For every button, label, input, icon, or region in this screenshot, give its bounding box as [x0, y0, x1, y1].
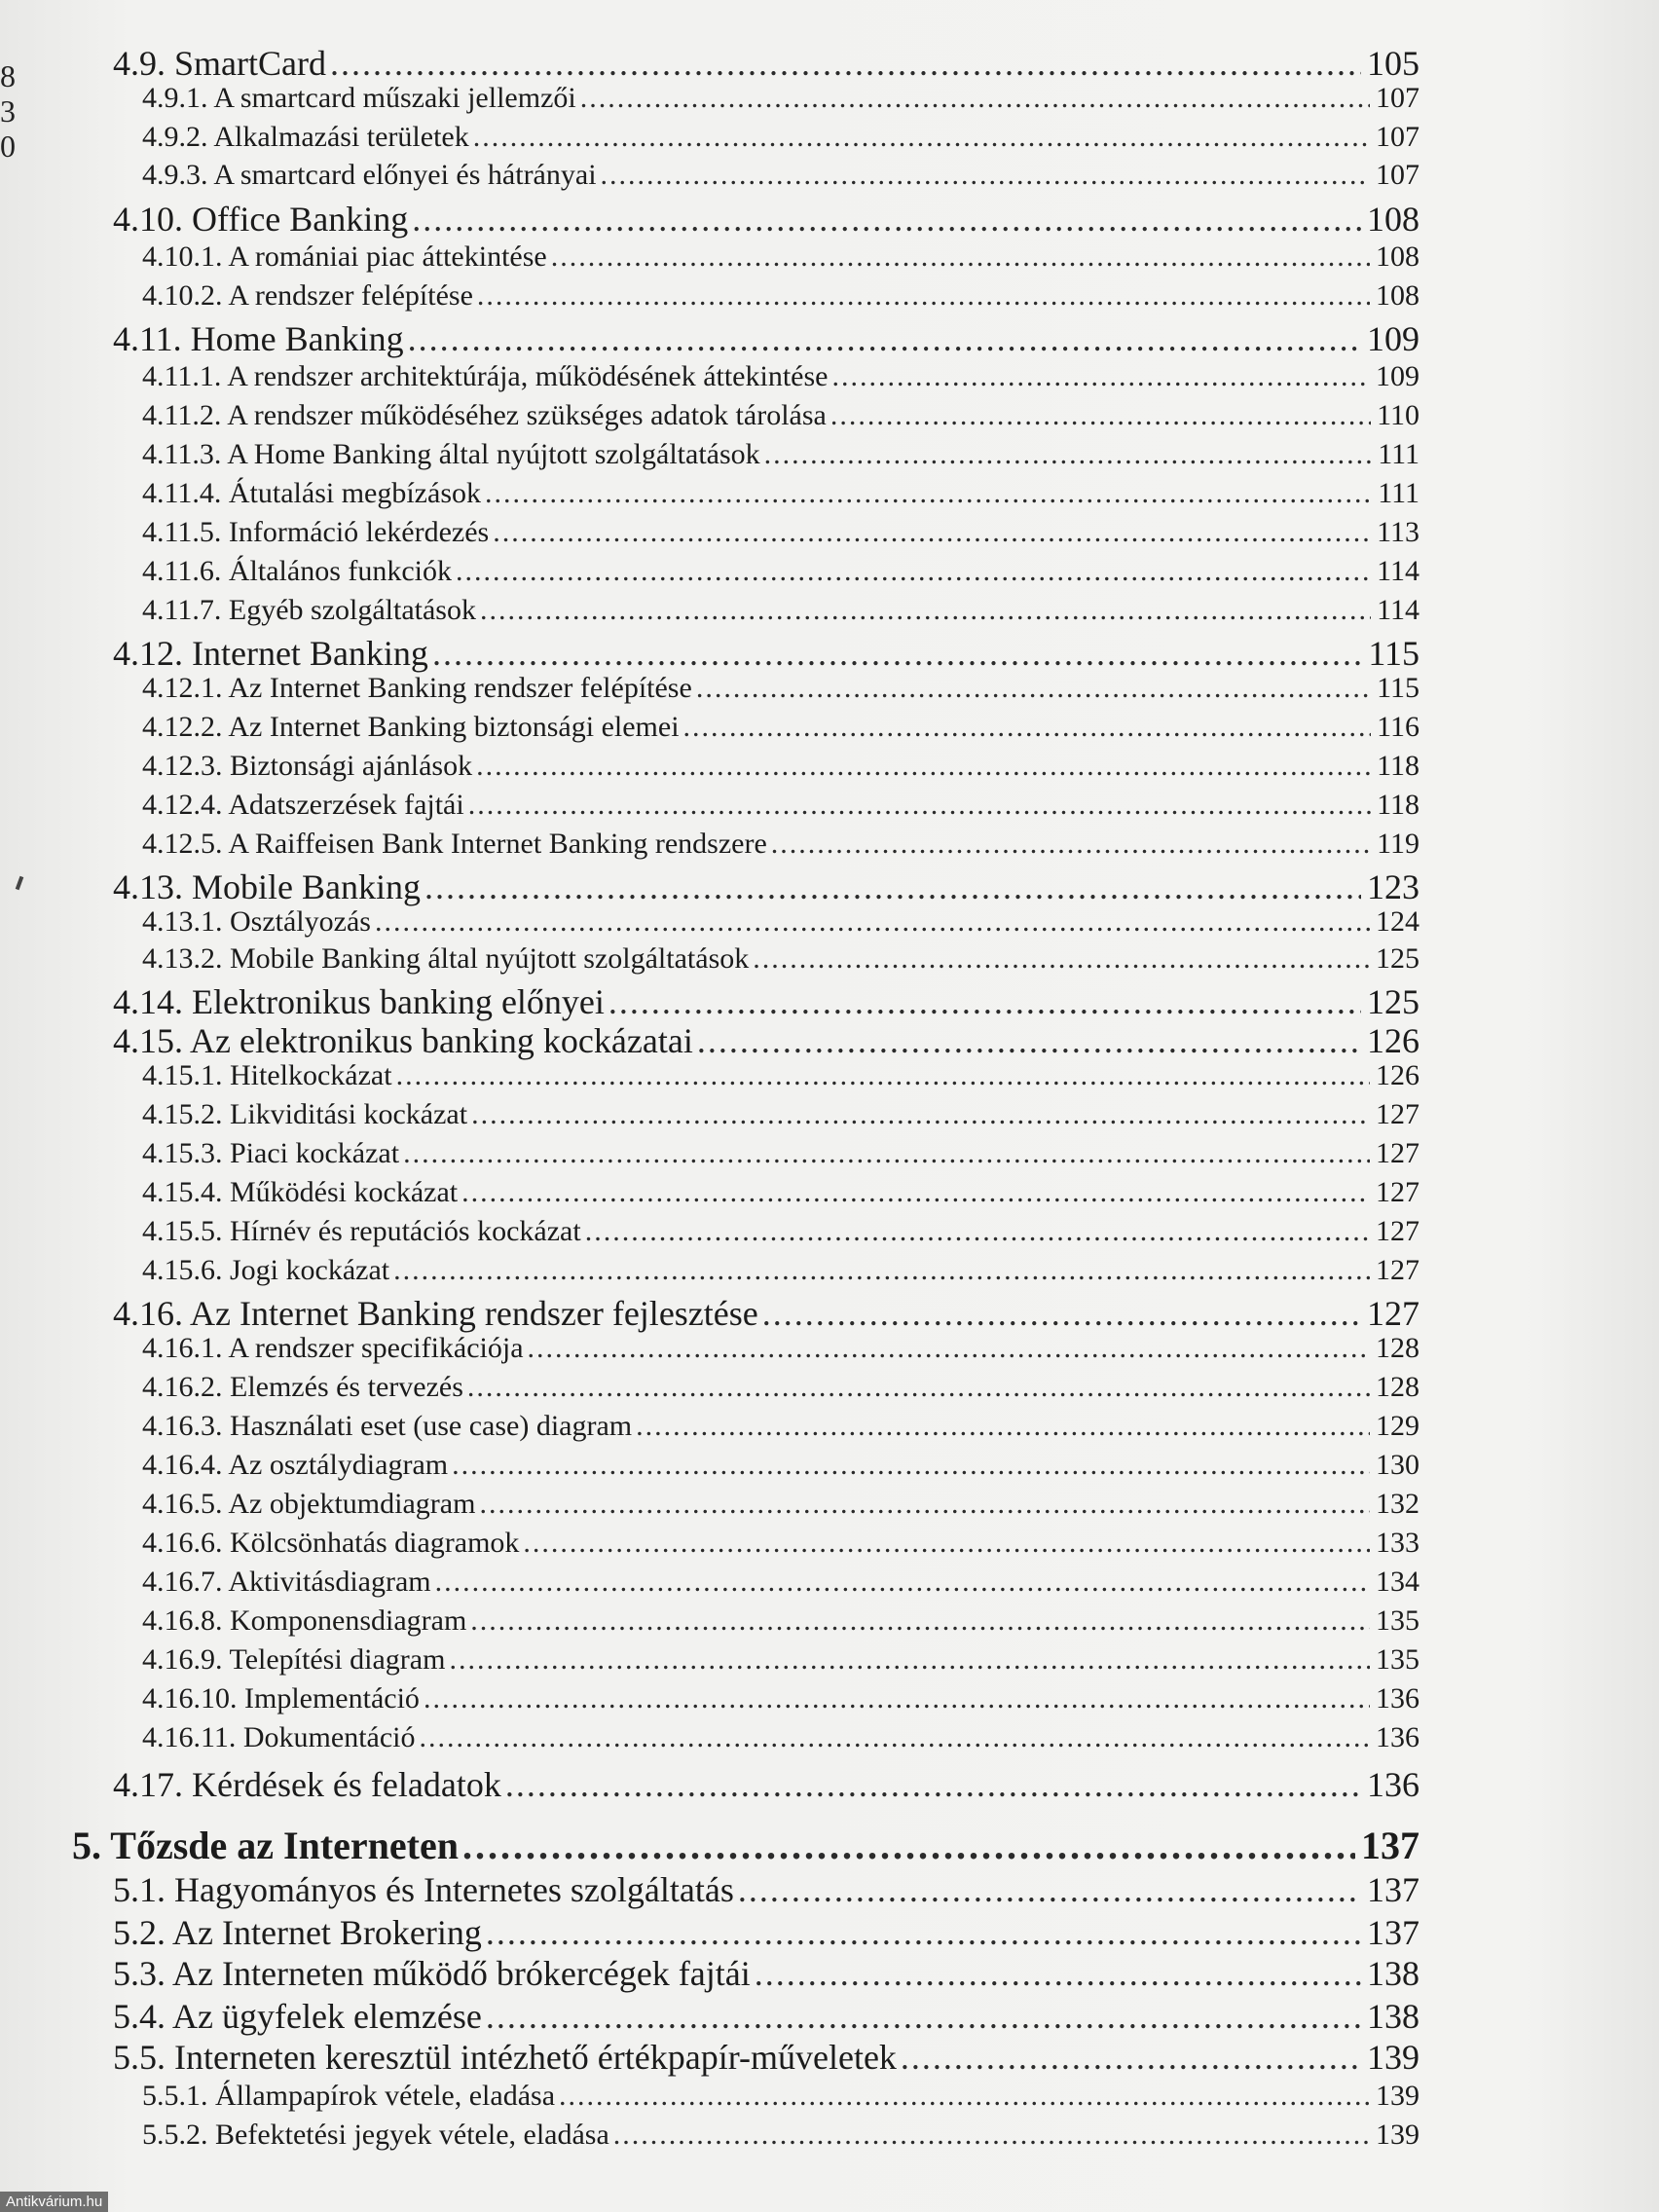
toc-entry-title: 5.5.2. Befektetési jegyek vétele, eladása: [142, 2119, 609, 2151]
toc-entry: [142, 1371, 1419, 1404]
dot-leader: [408, 318, 1361, 359]
toc-page-number: 135: [1376, 1604, 1419, 1637]
toc-page-number: 107: [1376, 159, 1419, 191]
toc-page-number: 135: [1376, 1643, 1419, 1676]
toc-page-number: 127: [1376, 1215, 1419, 1247]
dot-leader: [473, 121, 1370, 154]
dot-leader: [523, 1527, 1370, 1560]
dot-leader: [738, 1869, 1361, 1910]
dot-leader: [470, 1604, 1370, 1638]
toc-entry: [142, 1449, 1419, 1482]
dot-leader: [528, 1332, 1370, 1365]
dot-leader: [696, 672, 1371, 705]
toc-page-number: 110: [1377, 399, 1419, 431]
dot-leader: [762, 1293, 1361, 1334]
toc-entry-title: 4.15.4. Működési kockázat: [142, 1176, 459, 1208]
toc-entry: [142, 438, 1419, 471]
toc-page-number: 137: [1367, 1870, 1419, 1909]
toc-entry: [113, 866, 1419, 907]
toc-page-number: 132: [1376, 1488, 1419, 1520]
toc-entry-title: 4.9. SmartCard: [113, 44, 326, 83]
toc-entry: [113, 1953, 1419, 1994]
dot-leader: [831, 360, 1370, 393]
dot-leader: [551, 240, 1370, 274]
dot-leader: [420, 1721, 1370, 1754]
toc-entry-title: 4.11.4. Átutalási megbízások: [142, 477, 481, 509]
toc-entry: [142, 942, 1419, 976]
toc-page-number: 127: [1367, 1294, 1419, 1333]
toc-page-number: 108: [1367, 200, 1419, 239]
toc-page-number: 107: [1376, 121, 1419, 153]
toc-entry: [113, 318, 1419, 359]
toc-entry-title: 4.12.5. A Raiffeisen Bank Internet Banking rendszere: [142, 828, 767, 860]
toc-entry-title: 4.16. Az Internet Banking rendszer fejlesztése: [113, 1294, 758, 1333]
toc-page-number: 111: [1378, 438, 1419, 470]
toc-entry: [142, 240, 1419, 274]
toc-entry: [142, 750, 1419, 783]
toc-entry: [142, 1176, 1419, 1209]
toc-page-number: 105: [1367, 44, 1419, 83]
toc-entry: [142, 2080, 1419, 2113]
toc-entry-title: 4.16.2. Elemzés és tervezés: [142, 1371, 463, 1403]
dot-leader: [476, 750, 1371, 783]
toc-entry: [113, 633, 1419, 674]
toc-entry: [113, 1869, 1419, 1910]
toc-entry-title: 4.15.3. Piaci kockázat: [142, 1137, 400, 1169]
dot-leader: [753, 942, 1370, 976]
toc-entry-title: 4.15.5. Hírnév és reputációs kockázat: [142, 1215, 581, 1247]
toc-entry: [142, 159, 1419, 192]
toc-chapter-entry: [72, 1823, 1419, 1868]
toc-entry-title: 4.10.2. A rendszer felépítése: [142, 279, 473, 312]
toc-entry: [142, 399, 1419, 432]
toc-entry: [113, 43, 1419, 84]
dot-leader: [559, 2080, 1370, 2113]
toc-page-number: 127: [1376, 1176, 1419, 1208]
toc-page-number: 127: [1376, 1254, 1419, 1286]
toc-entry-title: 4.15. Az elektronikus banking kockázatai: [113, 1021, 693, 1060]
dot-leader: [412, 199, 1361, 240]
toc-page-number: 126: [1367, 1021, 1419, 1060]
toc-entry-title: 5.4. Az ügyfelek elemzése: [113, 1997, 482, 2036]
toc-page-number: 134: [1376, 1566, 1419, 1598]
toc-page-number: 136: [1367, 1765, 1419, 1804]
dot-leader: [601, 159, 1370, 192]
toc-entry-title: 4.12.3. Biztonsági ajánlások: [142, 750, 473, 782]
toc-entry: [113, 1020, 1419, 1061]
toc-entry-title: 4.16.6. Kölcsönhatás diagramok: [142, 1527, 520, 1559]
dot-leader: [449, 1643, 1370, 1677]
toc-page-number: 139: [1376, 2080, 1419, 2112]
dot-leader: [486, 1996, 1361, 2037]
dot-leader: [505, 1764, 1361, 1805]
toc-entry: [142, 1682, 1419, 1715]
toc-entry-title: 4.11.5. Információ lekérdezés: [142, 516, 490, 548]
toc-entry: [113, 2037, 1419, 2078]
toc-entry: [113, 981, 1419, 1022]
toc-entry: [142, 1604, 1419, 1638]
dot-leader: [485, 477, 1372, 510]
dot-leader: [580, 82, 1370, 115]
watermark-footer: Antikvárium.hu: [0, 2192, 108, 2212]
toc-entry: [142, 1643, 1419, 1677]
dot-leader: [424, 1682, 1370, 1715]
dot-leader: [396, 1059, 1370, 1092]
toc-entry: [142, 1410, 1419, 1443]
toc-entry-title: 4.16.1. A rendszer specifikációja: [142, 1332, 524, 1364]
dot-leader: [755, 1953, 1361, 1994]
toc-entry-title: 4.11.6. Általános funkciók: [142, 555, 453, 587]
toc-entry-title: 4.13.2. Mobile Banking által nyújtott szolgáltatások: [142, 942, 750, 975]
toc-entry-title: 4.13.1. Osztályozás: [142, 905, 371, 938]
dot-leader: [462, 1823, 1355, 1868]
toc-page-number: 127: [1376, 1137, 1419, 1169]
dot-leader: [477, 279, 1370, 313]
toc-page-number: 129: [1376, 1410, 1419, 1442]
toc-entry: [142, 1059, 1419, 1092]
toc-entry-title: 4.12.2. Az Internet Banking biztonsági elemei: [142, 711, 680, 743]
toc-page-number: 123: [1367, 867, 1419, 906]
toc-page-number: 139: [1376, 2119, 1419, 2151]
toc-entry-title: 4.11.2. A rendszer működéséhez szükséges adatok tárolása: [142, 399, 827, 431]
toc-page-number: 137: [1367, 1913, 1419, 1952]
toc-entry-title: 4.9.2. Alkalmazási területek: [142, 121, 469, 153]
dot-leader: [432, 633, 1362, 674]
dot-leader: [435, 1566, 1370, 1599]
toc-entry: [142, 711, 1419, 744]
toc-entry: [142, 477, 1419, 510]
dot-leader: [393, 1254, 1370, 1287]
toc-entry: [113, 1293, 1419, 1334]
toc-entry-title: 4.17. Kérdések és feladatok: [113, 1765, 501, 1804]
toc-entry-title: 4.9.1. A smartcard műszaki jellemzői: [142, 82, 576, 114]
toc-entry: [142, 594, 1419, 627]
dot-leader: [683, 711, 1372, 744]
dot-leader: [771, 828, 1371, 861]
toc-entry: [142, 516, 1419, 549]
toc-entry: [142, 360, 1419, 393]
toc-page-number: 130: [1376, 1449, 1419, 1481]
dot-leader: [452, 1449, 1370, 1482]
dot-leader: [901, 2037, 1361, 2078]
dot-leader: [479, 1488, 1370, 1521]
toc-entry: [142, 1215, 1419, 1248]
toc-entry: [142, 1332, 1419, 1365]
toc-entry: [142, 905, 1419, 939]
toc-entry: [142, 1488, 1419, 1521]
toc-page-number: 111: [1378, 477, 1419, 509]
toc-entry-title: 5.1. Hagyományos és Internetes szolgáltatás: [113, 1870, 734, 1909]
dot-leader: [480, 594, 1371, 627]
toc-entry-title: 4.16.8. Komponensdiagram: [142, 1604, 467, 1637]
toc-entry-title: 4.12.1. Az Internet Banking rendszer felépítése: [142, 672, 692, 704]
toc-page-number: 137: [1361, 1824, 1419, 1867]
toc-entry: [142, 2119, 1419, 2152]
dot-leader: [375, 905, 1370, 939]
toc-page-number: 139: [1367, 2038, 1419, 2077]
dot-leader: [585, 1215, 1370, 1248]
dot-leader: [608, 981, 1361, 1022]
toc-page-number: 115: [1368, 634, 1419, 673]
toc-entry: [113, 1996, 1419, 2037]
toc-page-number: 113: [1377, 516, 1419, 548]
toc-page-number: 133: [1376, 1527, 1419, 1559]
toc-entry: [142, 828, 1419, 861]
dot-leader: [486, 1912, 1361, 1953]
toc-entry-title: 5.5.1. Állampapírok vétele, eladása: [142, 2080, 556, 2112]
toc-entry: [142, 789, 1419, 822]
toc-page-number: 107: [1376, 82, 1419, 114]
dot-leader: [456, 555, 1371, 588]
toc-page-number: 125: [1367, 982, 1419, 1021]
dot-leader: [764, 438, 1373, 471]
toc-entry-title: 4.14. Elektronikus banking előnyei: [113, 982, 605, 1021]
dot-leader: [471, 1098, 1370, 1131]
toc-page-number: 125: [1376, 942, 1419, 975]
toc-page-number: 116: [1377, 711, 1419, 743]
toc-entry: [113, 1764, 1419, 1805]
toc-entry-title: 4.16.4. Az osztálydiagram: [142, 1449, 449, 1481]
margin-mark: 0: [0, 129, 16, 164]
toc-page-number: 138: [1367, 1954, 1419, 1993]
dot-leader: [636, 1410, 1370, 1443]
toc-entry: [142, 555, 1419, 588]
toc-page-number: 126: [1376, 1059, 1419, 1091]
toc-page-number: 136: [1376, 1682, 1419, 1714]
toc-entry: [142, 121, 1419, 154]
toc-page-number: 118: [1377, 789, 1419, 821]
toc-entry-title: 4.12. Internet Banking: [113, 634, 428, 673]
dot-leader: [461, 1176, 1370, 1209]
toc-page-number: 109: [1367, 319, 1419, 358]
toc-page-number: 128: [1376, 1371, 1419, 1403]
toc-entry-title: 5. Tőzsde az Interneten: [72, 1824, 459, 1867]
toc-entry-title: 4.11. Home Banking: [113, 319, 404, 358]
dot-leader: [424, 866, 1361, 907]
dot-leader: [330, 43, 1361, 84]
toc-page-number: 115: [1377, 672, 1419, 704]
toc-page-number: 128: [1376, 1332, 1419, 1364]
toc-entry: [142, 1527, 1419, 1560]
toc-entry-title: 4.10. Office Banking: [113, 200, 409, 239]
toc-entry: [113, 199, 1419, 240]
toc-page-number: 109: [1376, 360, 1419, 392]
toc-entry-title: 4.11.1. A rendszer architektúrája, működésének áttekintése: [142, 360, 829, 392]
toc-page-number: 127: [1376, 1098, 1419, 1130]
toc-entry-title: 4.16.7. Aktivitásdiagram: [142, 1566, 431, 1598]
toc-entry-title: 4.16.5. Az objektumdiagram: [142, 1488, 476, 1520]
toc-entry-title: 4.16.9. Telepítési diagram: [142, 1643, 446, 1676]
toc-entry: [142, 1721, 1419, 1754]
toc-page-number: 119: [1377, 828, 1419, 860]
toc-entry-title: 4.13. Mobile Banking: [113, 867, 421, 906]
toc-page-number: 108: [1376, 240, 1419, 273]
toc-entry-title: 4.15.1. Hitelkockázat: [142, 1059, 392, 1091]
toc-entry: [142, 672, 1419, 705]
toc-entry-title: 4.16.10. Implementáció: [142, 1682, 420, 1714]
toc-entry-title: 4.11.3. A Home Banking által nyújtott szolgáltatások: [142, 438, 760, 470]
dot-leader: [468, 789, 1371, 822]
toc-entry-title: 4.16.11. Dokumentáció: [142, 1721, 416, 1753]
toc-entry-title: 5.2. Az Internet Brokering: [113, 1913, 482, 1952]
margin-mark: 8: [0, 58, 16, 93]
toc-page-number: 136: [1376, 1721, 1419, 1753]
toc-entry-title: 4.12.4. Adatszerzések fajtái: [142, 789, 464, 821]
toc-page-number: 138: [1367, 1997, 1419, 2036]
dot-leader: [613, 2119, 1370, 2152]
toc-entry: [142, 1254, 1419, 1287]
toc-page-number: 108: [1376, 279, 1419, 312]
toc-entry: [142, 279, 1419, 313]
dot-leader: [403, 1137, 1370, 1170]
toc-entry-title: 4.16.3. Használati eset (use case) diagram: [142, 1410, 633, 1442]
toc-entry-title: 4.9.3. A smartcard előnyei és hátrányai: [142, 159, 597, 191]
dot-leader: [467, 1371, 1370, 1404]
toc-entry: [142, 82, 1419, 115]
toc-entry-title: 5.3. Az Interneten működő brókercégek fajtái: [113, 1954, 751, 1993]
toc-page-number: 124: [1376, 905, 1419, 938]
toc-entry: [142, 1098, 1419, 1131]
toc-entry-title: 4.15.2. Likviditási kockázat: [142, 1098, 468, 1130]
dot-leader: [697, 1020, 1361, 1061]
toc-entry-title: 4.15.6. Jogi kockázat: [142, 1254, 390, 1286]
toc-entry: [142, 1137, 1419, 1170]
margin-mark: 3: [0, 93, 16, 129]
toc-page-number: 114: [1377, 594, 1419, 626]
toc-page-number: 114: [1377, 555, 1419, 587]
dot-leader: [493, 516, 1371, 549]
toc-entry-title: 4.10.1. A romániai piac áttekintése: [142, 240, 547, 273]
toc-page-number: 118: [1377, 750, 1419, 782]
toc-entry: [113, 1912, 1419, 1953]
dot-leader: [830, 399, 1371, 432]
toc-entry-title: 4.11.7. Egyéb szolgáltatások: [142, 594, 476, 626]
toc-entry-title: 5.5. Interneten keresztül intézhető értékpapír-műveletek: [113, 2038, 897, 2077]
toc-entry: [142, 1566, 1419, 1599]
